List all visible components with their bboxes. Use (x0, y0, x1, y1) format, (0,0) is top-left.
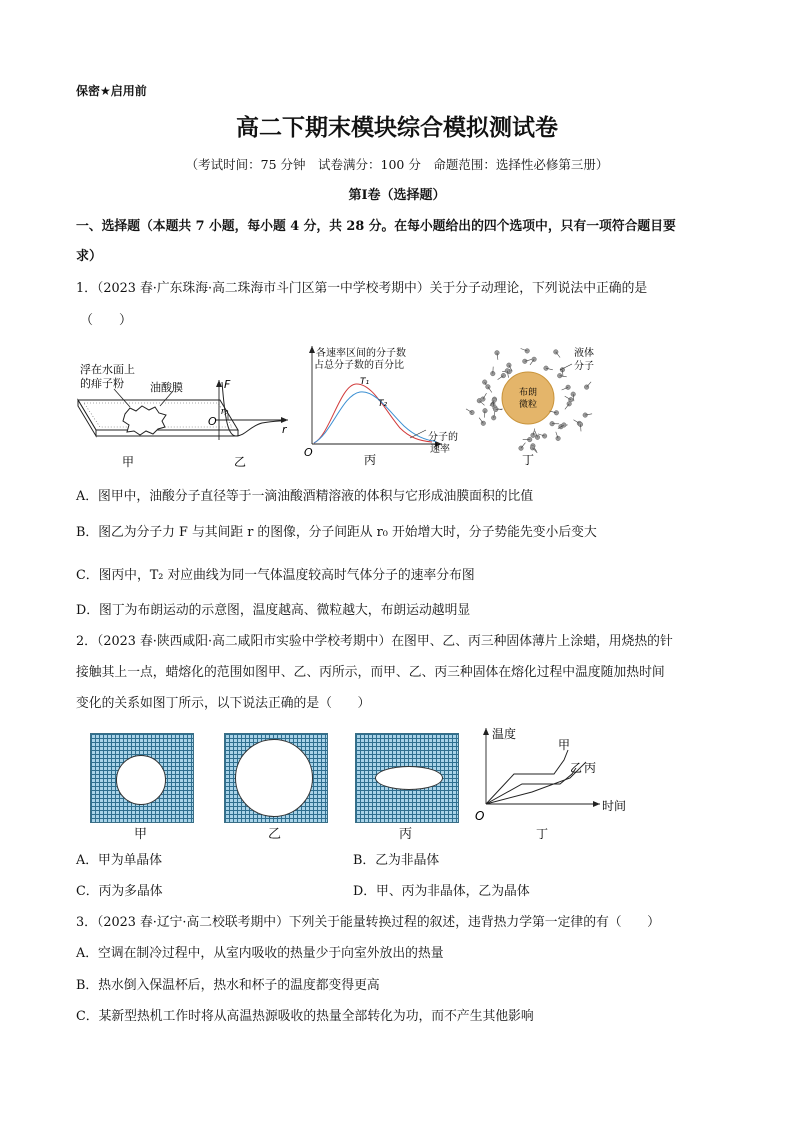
figure-ding-pointer (560, 364, 572, 370)
q2-stem-line2: 接触其上一点，蜡熔化的范围如图甲、乙、丙所示，而甲、乙、丙三种固体在熔化过程中温度随加热时间 (76, 665, 665, 680)
q2-figure-bing-plate (355, 733, 459, 823)
figure-yi-axis-r: r (282, 423, 287, 436)
figure-jia-caption: 甲 (122, 455, 135, 469)
q2-figure-bing-melt (375, 766, 443, 790)
q2-option-c: C．丙为多晶体 (76, 884, 163, 899)
q2-figure-yi-melt (235, 739, 313, 817)
q2-stem-line1: 2．（2023 春·陕西咸阳·高二咸阳市实验中学校考期中）在图甲、乙、丙三种固体薄片上涂蜡，用烧热的针 (76, 634, 673, 649)
figure-yi-caption: 乙 (234, 455, 247, 469)
q2-curve-yi (486, 768, 576, 804)
q1-option-c: C．图丙中，T₂ 对应曲线为同一气体温度较高时气体分子的速率分布图 (76, 568, 475, 583)
liquid-molecule (501, 373, 506, 378)
q1-option-b: B．图乙为分子力 F 与其间距 r 的图像，分子间距从 r₀ 开始增大时，分子势能先变小后变大 (76, 525, 597, 540)
q2-figure-ding-graph (472, 722, 642, 844)
liquid-molecule (566, 385, 571, 390)
q2-curve-jia (486, 750, 568, 804)
figure-ding-caption: 丁 (522, 453, 535, 467)
liquid-molecule (542, 434, 547, 439)
liquid-molecule (482, 380, 487, 385)
figure-ding-particle-label1: 布朗 (519, 388, 538, 398)
q3-option-a: A．空调在制冷过程中，从室内吸收的热量少于向室外放出的热量 (76, 946, 444, 961)
section-heading-line1: 一、选择题（本题共 7 小题，每小题 4 分，共 28 分。在每小题给出的四个选项中，只有一项符合题目要 (76, 219, 676, 234)
q3-stem: 3．（2023 春·辽宁·高二校联考期中）下列关于能量转换过程的叙述，违背热力学第一定律的有（ ） (76, 915, 660, 930)
confidential-mark: 保密★启用前 (76, 84, 147, 98)
q2-option-b: B．乙为非晶体 (353, 853, 440, 868)
figure-bing-xlabel1: 分子的 (428, 432, 458, 443)
liquid-molecule (554, 411, 559, 416)
q1-figures (70, 340, 710, 480)
q2-graph-origin: O (475, 809, 485, 823)
page-title: 高二下期末模块综合模拟测试卷 (236, 115, 558, 141)
q2-figure-jia-plate (90, 733, 194, 823)
figure-jia-tray (78, 389, 238, 436)
figure-bing-caption: 丙 (364, 453, 377, 467)
figure-jia-label3: 油酸膜 (150, 381, 183, 394)
liquid-molecule (562, 423, 567, 428)
q2-graph-label-bing: 丙 (584, 761, 597, 775)
figure-bing-t2: T₂ (378, 399, 388, 409)
volume-heading: 第Ⅰ卷（选择题） (348, 188, 446, 203)
q2-caption-bing: 丙 (399, 827, 413, 842)
q2-graph-xlabel: 时间 (602, 799, 627, 813)
q2-option-d: D．甲、丙为非晶体，乙为晶体 (353, 884, 530, 899)
q1-option-a: A．图甲中，油酸分子直径等于一滴油酸酒精溶液的体积与它形成油膜面积的比值 (76, 489, 534, 504)
q3-option-b: B．热水倒入保温杯后，热水和杯子的温度都变得更高 (76, 978, 380, 993)
q2-figure-jia-melt (116, 755, 166, 805)
figure-bing-ylabel2: 占总分子数的百分比 (314, 360, 404, 371)
figure-yi-origin: O (208, 415, 217, 428)
figure-yi-axis-f: F (224, 378, 231, 391)
liquid-molecule (532, 357, 537, 362)
section-heading-line2: 求） (76, 249, 103, 264)
figure-bing-t1: T₁ (360, 377, 370, 387)
figure-ding-particle-label2: 微粒 (519, 400, 538, 410)
q2-graph-ylabel: 温度 (492, 727, 517, 741)
q3-option-c: C．某新型热机工作时将从高温热源吸收的热量全部转化为功，而不产生其他影响 (76, 1009, 534, 1024)
q2-caption-ding: 丁 (536, 827, 549, 841)
figure-jia-label1: 浮在水面上 (80, 363, 135, 376)
figure-ding-label2: 分子 (574, 361, 594, 372)
liquid-molecule (556, 436, 561, 441)
figure-jia-label2: 的痱子粉 (80, 377, 124, 390)
q2-option-a: A．甲为单晶体 (76, 853, 163, 868)
q2-graph-label-jia: 甲 (558, 738, 571, 752)
figure-bing-ylabel1: 各速率区间的分子数 (316, 348, 406, 359)
q1-option-d: D．图丁为布朗运动的示意图，温度越高、微粒越大，布朗运动越明显 (76, 603, 471, 618)
figure-yi-r0: r₀ (221, 407, 229, 417)
figure-bing-xlabel2: 速率 (430, 444, 450, 455)
liquid-molecule (525, 349, 530, 354)
q2-caption-yi: 乙 (268, 827, 282, 842)
q2-graph-label-yi: 乙 (570, 761, 583, 775)
liquid-molecule (569, 397, 574, 402)
q1-stem-line1: 1．（2023 春·广东珠海·高二珠海市斗门区第一中学校考期中）关于分子动理论，下列说法中正确的是 (76, 281, 648, 296)
figure-ding-label1: 液体 (574, 348, 594, 359)
q2-figure-yi-plate (224, 733, 328, 823)
figure-bing-origin: O (304, 446, 313, 459)
q1-stem-line2: （ ） (80, 313, 133, 328)
q2-stem-line3: 变化的关系如图丁所示，以下说法正确的是（ ） (76, 696, 371, 711)
q2-caption-jia: 甲 (134, 827, 148, 842)
exam-info: （考试时间：75 分钟 试卷满分：100 分 命题范围：选择性必修第三册） (185, 157, 609, 172)
